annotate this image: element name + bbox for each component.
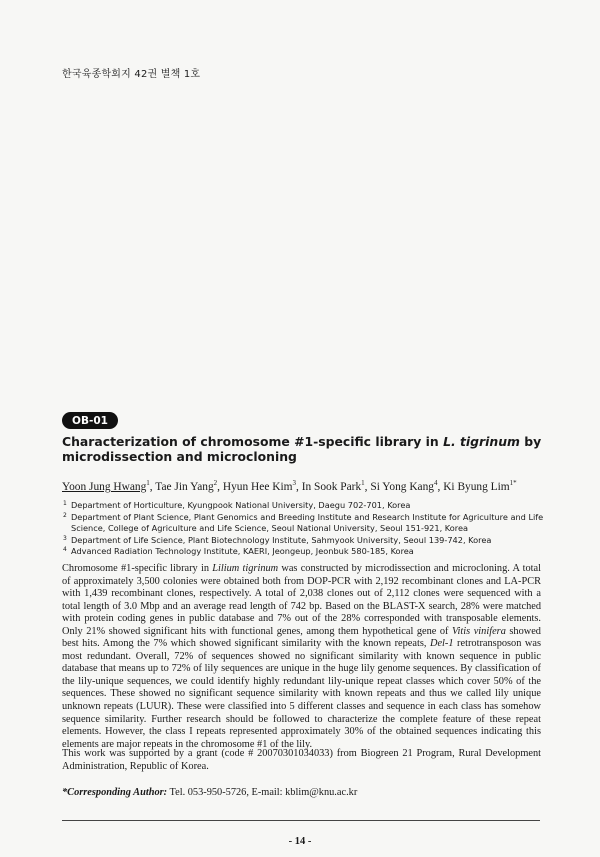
abstract-text: was constructed by microdissection and microcloning. A total of approximately 3,500 colonies were obtained both from DOP-PCR with 2,192 recombinant clones and LA-PCR with 1,439 recombinant clones, respectively. A total of 2,038 clones out of 2,112 clones were sequenced with a total length of 3.0 Mbp and an average read length of 742 bp. Based on the BLAST-X search, 28% were matched with protein coding genes in public database and 7% out of the 28% corresponded with transposable elements. Only 21% showed significant hits with functional genes, among them hypothetical gene of (62, 563, 542, 637)
author-affiliation-mark: 1* (509, 479, 517, 487)
author-affiliation-mark: 3 (292, 479, 296, 487)
author-affiliation-mark: 1 (146, 479, 150, 487)
journal-header: 한국육종학회지 42권 별책 1호 (62, 69, 201, 80)
title-species: L. tigrinum (443, 434, 520, 449)
abstract-species-italic: Lilium tigrinum (212, 563, 279, 574)
author-affiliation-mark: 1 (361, 479, 365, 487)
affiliation-text: Department of Horticulture, Kyungpook National University, Daegu 702-701, Korea (71, 500, 411, 510)
author-affiliation-mark: 4 (434, 479, 438, 487)
author-name: Si Yong Kang (370, 480, 434, 493)
author-list: Yoon Jung Hwang$^1$, Tae Jin Yang$^2$, Hyun Hee Kim$^3$, In Sook Park$^1$, Si Yong Kang$^4$, Ki Byung Lim$^{1*}$ (62, 479, 517, 493)
affiliation-item (62, 535, 552, 547)
affiliation-number: 1 (63, 500, 67, 507)
author-name: Ki Byung Lim (443, 480, 510, 493)
author-name: Tae Jin Yang (155, 480, 214, 493)
title-part-1: Characterization of chromosome #1-specific library in (62, 434, 444, 449)
affiliation-number: 4 (63, 546, 67, 554)
abstract-text: Chromosome #1-specific library in (62, 563, 213, 574)
abstract-text: showed best hits. Among the 7% which showed significant similarity with the known repeats, (62, 625, 541, 650)
abstract-element-italic: Del-1 (429, 638, 454, 650)
paper-title (62, 434, 542, 464)
author-name: In Sook Park (301, 480, 362, 493)
affiliation-text: Department of Plant Science, Plant Genomics and Breeding Institute and Research Institute for Agriculture and Life Science, College of Agriculture and Life Science, Seoul National University, Seoul 151-921, Korea (71, 511, 544, 534)
page-number: - 14 - (288, 836, 312, 847)
affiliation-number: 3 (63, 534, 67, 542)
abstract-species-italic: Vitis vinifera (452, 625, 506, 637)
affiliation-number: 2 (63, 511, 67, 519)
corresponding-author-contact: Tel. 053-950-5726, E-mail: kblim@knu.ac.kr (167, 787, 358, 798)
session-code-badge: OB-01 (62, 412, 118, 429)
corresponding-author-label: *Corresponding Author: (62, 787, 168, 798)
footer-divider (62, 820, 540, 821)
affiliation-item (62, 512, 552, 535)
author-affiliation-mark: 2 (213, 479, 218, 487)
author-name: Yoon Jung Hwang (62, 480, 147, 493)
title-part-2: by microdissection and microcloning (62, 434, 542, 464)
affiliation-text: Advanced Radiation Technology Institute, KAERI, Jeongeup, Jeonbuk 580-185, Korea (71, 546, 414, 557)
corresponding-author (62, 786, 541, 799)
author-name: Hyun Hee Kim (222, 480, 293, 493)
affiliation-item (62, 546, 552, 558)
funding-acknowledgment: This work was supported by a grant (code # 20070301034033) from Biogreen 21 Program, Rural Development Administration, Republic of Korea. (62, 748, 541, 772)
affiliation-list (62, 500, 552, 558)
affiliation-item (62, 500, 552, 512)
affiliation-text: Department of Life Science, Plant Biotechnology Institute, Sahmyook University, Seoul 139-742, Korea (71, 534, 492, 545)
abstract-text: retrotransposon was most redundant. Overall, 72% of sequences showed no significant similarity with known sequence in public database that means up to 72% of lily sequences are unique in the huge lily genome sequences. By classification of the lily-unique sequences, we could identify highly redundant lily-unique repeat classes which cover 50% of the sequences. These showed no significant sequence similarity with known repeats and thus we called lily unique unknown repeats (LUUR). These were classified into 5 different classes and sequence in each class has somehow sequence similarity. Further research should be followed to characterize the complete feature of these repeat elements. However, the class I repeats represented approximately 30% of the obtained sequences indicating this elements are major repeats in the chromosome #1 of the lily. (62, 638, 542, 750)
abstract-body (62, 563, 541, 751)
